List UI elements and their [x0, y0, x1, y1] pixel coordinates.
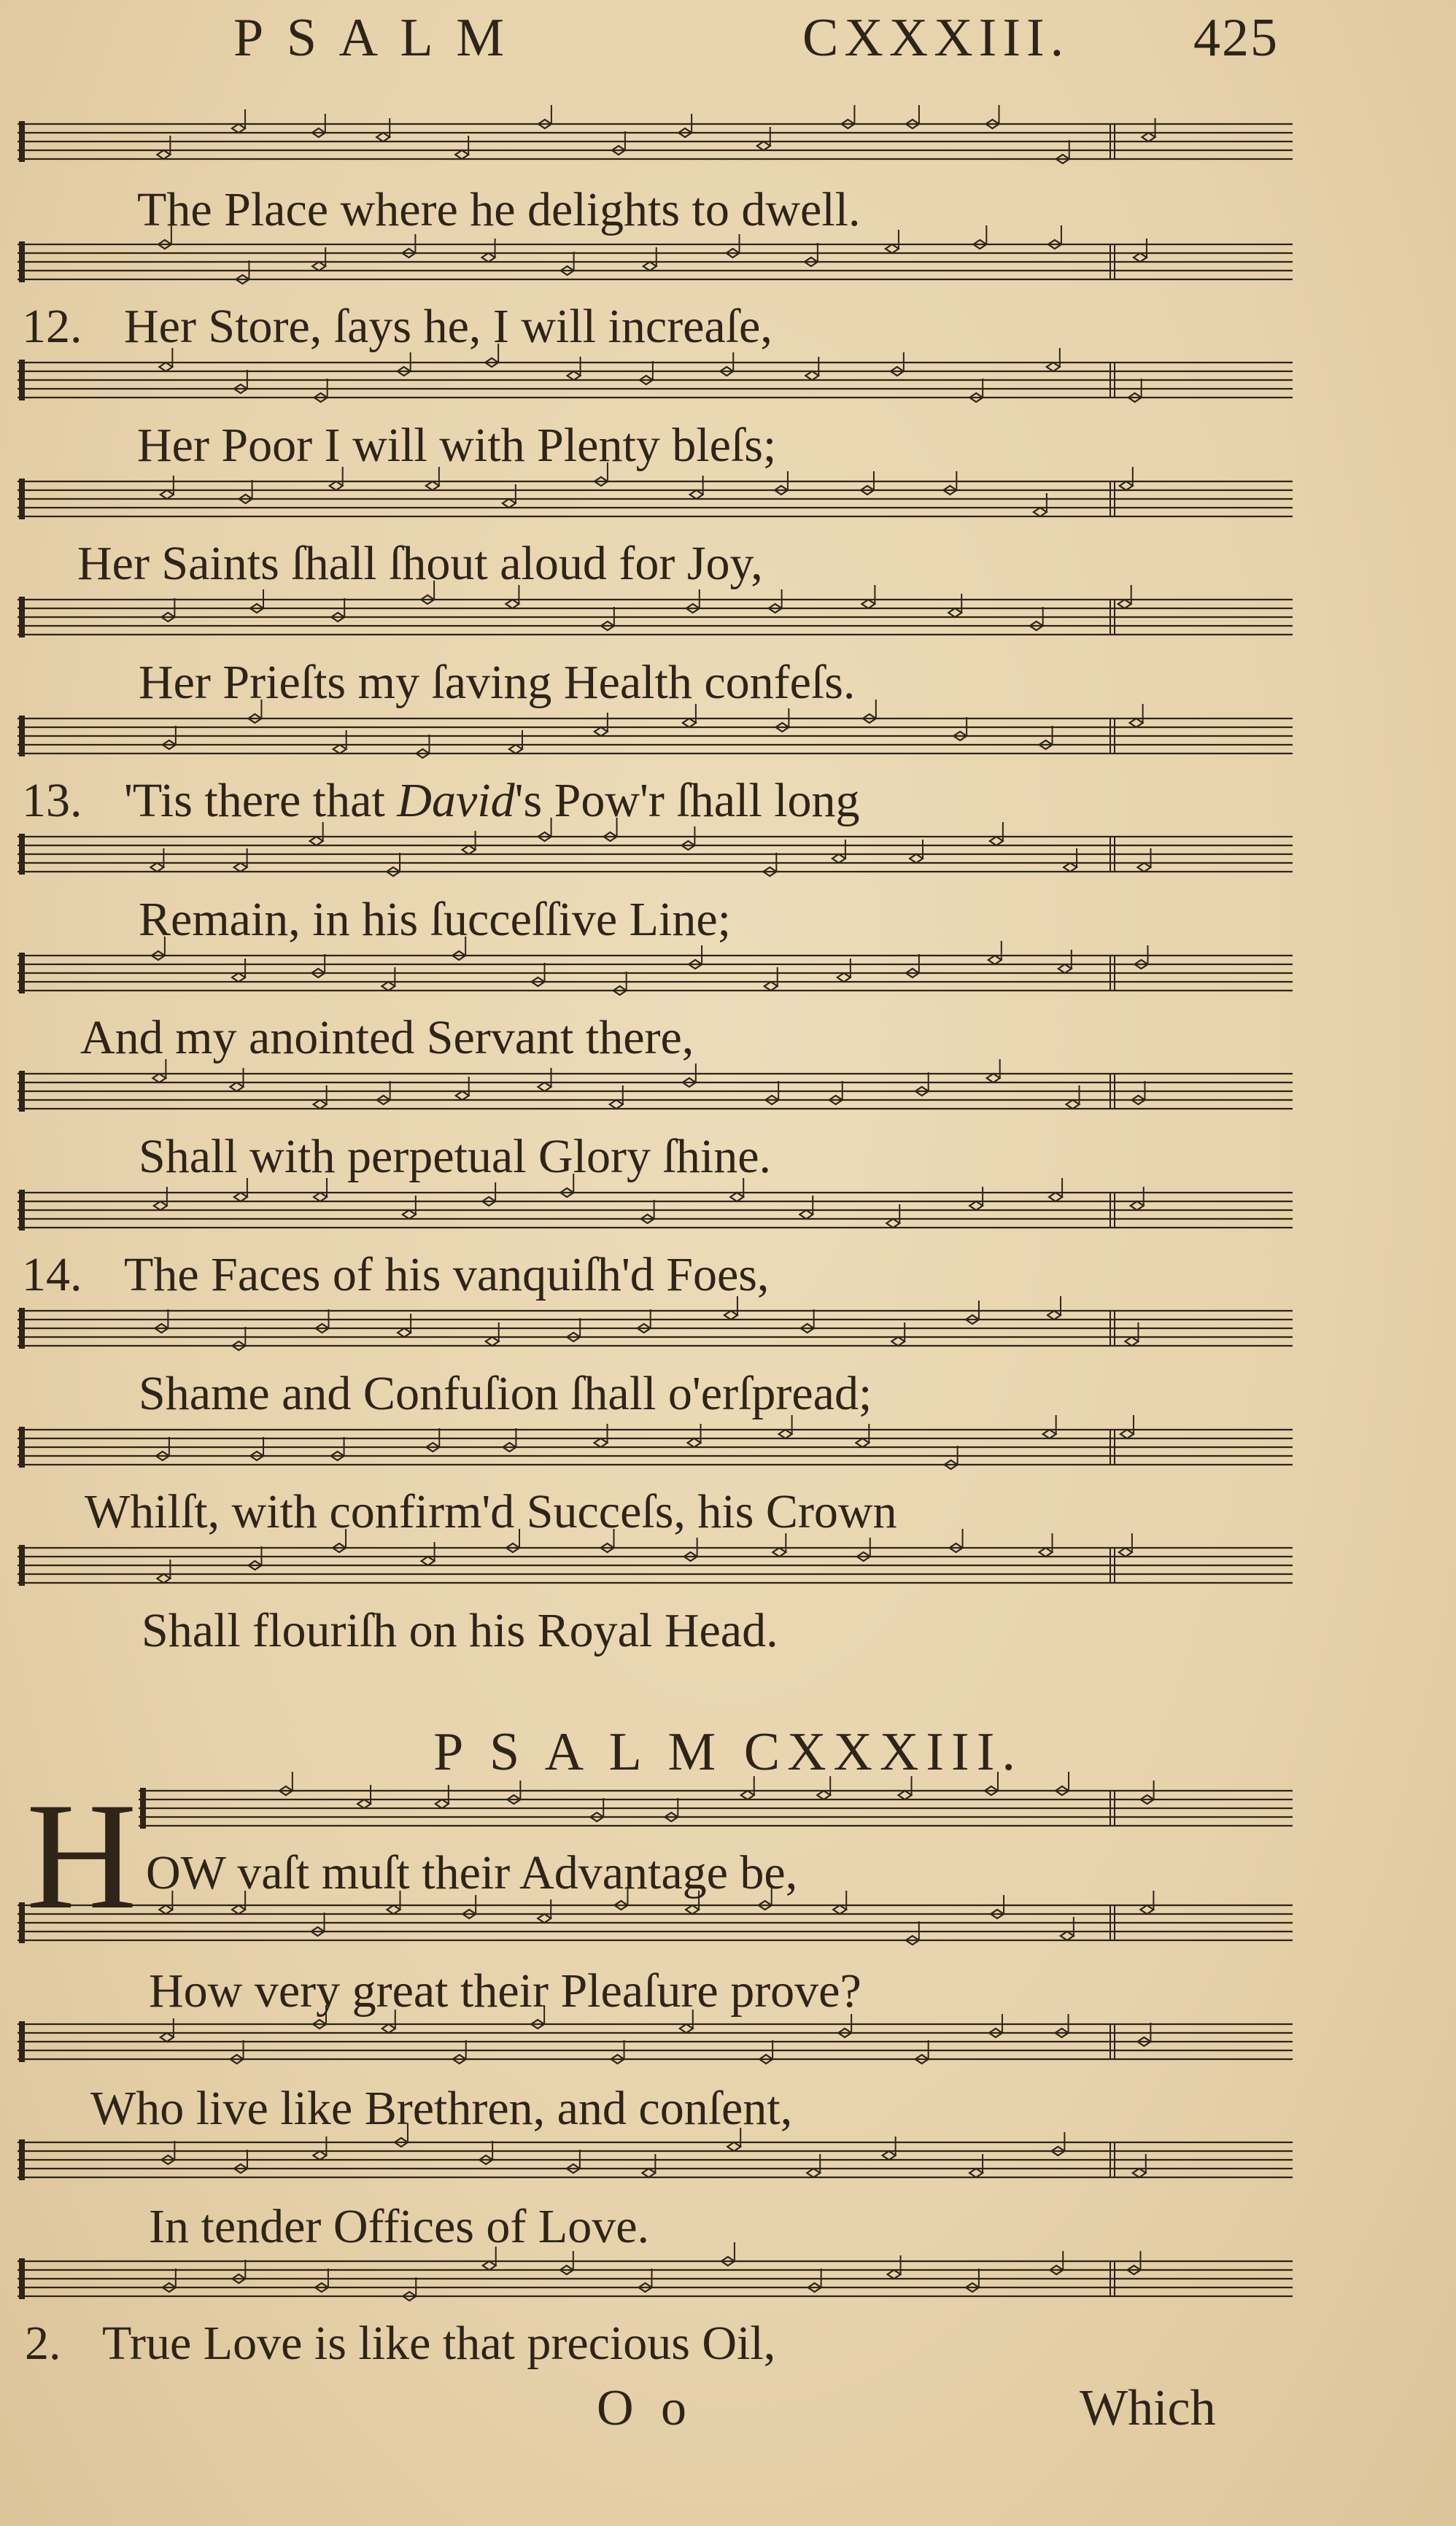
lyric-italic-name: David [397, 774, 515, 827]
note-head [883, 2151, 896, 2160]
lyric-text: Her Prieſts my ſaving Health confeſs. [139, 656, 856, 709]
note-head [1120, 1430, 1134, 1438]
note-head [486, 1337, 499, 1346]
note-head [969, 1201, 983, 1210]
note-head [1134, 253, 1147, 262]
music-staff [18, 1415, 1293, 1469]
page-number: 425 [1193, 8, 1279, 68]
verse-line [149, 2200, 650, 2253]
note-head [1034, 508, 1047, 516]
note-head [799, 1210, 813, 1219]
note-head [680, 2024, 693, 2033]
verse-line [139, 1367, 872, 1420]
note-head [231, 1082, 244, 1091]
verse-line [80, 1011, 694, 1064]
note-head [990, 837, 1003, 845]
lyric-text: Her Poor I will with Plenty bleſs; [137, 419, 777, 472]
verse-number: 2. [25, 2317, 61, 2370]
clef-mark [19, 360, 25, 400]
note-head [741, 1791, 754, 1799]
note-head [688, 1438, 701, 1447]
clef-mark [19, 1071, 25, 1112]
note-head [387, 1905, 400, 1914]
note-head [150, 863, 163, 872]
music-staff [18, 1059, 1293, 1112]
note-head [435, 1799, 449, 1808]
note-head [856, 1438, 869, 1447]
note-head [595, 727, 608, 736]
note-head [1137, 863, 1150, 872]
clef-mark [19, 716, 25, 756]
note-head [988, 956, 1002, 964]
verse-line [77, 537, 763, 590]
note-head [159, 1905, 172, 1914]
note-head [503, 499, 516, 508]
note-head [1049, 1193, 1062, 1201]
note-head [730, 1193, 743, 1201]
note-head [888, 2270, 901, 2279]
note-head [1131, 1201, 1144, 1210]
note-head [833, 1905, 846, 1914]
music-staff [18, 1296, 1293, 1350]
clef-mark [19, 953, 25, 993]
note-head [462, 845, 476, 854]
verse-line [149, 1964, 861, 2018]
note-head [1064, 863, 1077, 872]
verse-number: 14. [22, 1248, 82, 1301]
verse-line [90, 2082, 793, 2135]
clef-mark [19, 2258, 25, 2299]
note-head [1133, 2169, 1146, 2177]
note-head [157, 150, 170, 159]
music-staff [18, 105, 1293, 163]
verse-line [137, 419, 777, 472]
verse-line [139, 1130, 771, 1183]
note-head [817, 1791, 830, 1799]
note-head [312, 262, 325, 271]
verse-number: 12. [22, 300, 82, 353]
clef-mark [19, 834, 25, 875]
note-head [160, 490, 174, 499]
note-head [403, 1210, 416, 1219]
note-head [1043, 1430, 1056, 1438]
note-head [232, 973, 245, 982]
note-head [482, 253, 495, 262]
note-head [764, 982, 778, 991]
note-head [686, 1905, 699, 1914]
note-head [234, 1193, 247, 1201]
note-head [1061, 1932, 1074, 1940]
note-head [757, 142, 770, 150]
verse-line [137, 183, 861, 236]
clef-mark [19, 1427, 25, 1468]
clef-mark [19, 479, 25, 519]
note-head [314, 1193, 327, 1201]
running-head-psalm: P S A L M [233, 8, 511, 68]
lyric-text: 'Tis there that [124, 774, 398, 827]
section-title: P S A L M CXXXIII. [433, 1722, 1023, 1782]
verse-line [146, 1846, 798, 1899]
verse-line [139, 893, 731, 946]
lyric-text: The Place where he delights to dwell. [137, 183, 861, 236]
note-head [727, 2142, 740, 2151]
note-head [234, 863, 247, 872]
note-head [376, 133, 390, 142]
note-head [1039, 1548, 1052, 1557]
note-head [152, 1074, 166, 1082]
note-head [899, 1791, 912, 1799]
verse-line [22, 1248, 770, 1301]
note-head [422, 1557, 435, 1565]
note-head [538, 1914, 551, 1923]
note-head [310, 837, 323, 845]
clef-mark [19, 1190, 25, 1231]
clef-mark [19, 1902, 25, 1943]
note-head [837, 973, 851, 982]
note-head [861, 600, 875, 608]
clef-mark [19, 597, 25, 638]
verse-line [25, 2317, 776, 2370]
note-head [807, 2169, 820, 2177]
note-head [910, 854, 923, 863]
note-head [1142, 133, 1155, 142]
verse-line [139, 656, 856, 709]
note-head [1048, 1311, 1061, 1320]
clef-mark [19, 121, 25, 162]
clef-mark [19, 1308, 25, 1349]
verse-line [142, 1604, 778, 1657]
note-head [1130, 718, 1143, 727]
lyric-text: Shame and Confuſion ſhall o'erſpread; [139, 1367, 872, 1420]
verse-line [22, 774, 860, 827]
note-head [330, 481, 343, 490]
note-head [157, 1574, 170, 1583]
note-head [314, 1100, 327, 1109]
note-head [948, 608, 961, 617]
note-head [568, 371, 581, 380]
lyric-text: The Faces of his vanquiſh'd Foes, [124, 1248, 770, 1301]
lyric-text: 's Pow'r ſhall long [514, 774, 860, 827]
clef-mark [19, 241, 25, 282]
note-head [1118, 600, 1131, 608]
lyric-text: Whilſt, with confirm'd Succeſs, his Crown [85, 1485, 897, 1538]
lyric-text: Shall flouriſh on his Royal Head. [142, 1604, 778, 1657]
note-head [724, 1311, 737, 1320]
verse-line [22, 300, 772, 353]
note-head [772, 1548, 786, 1557]
lyric-text: How very great their Pleaſure prove? [149, 1964, 861, 2018]
clef-mark [19, 2139, 25, 2180]
note-head [538, 1082, 551, 1091]
note-head [398, 1328, 411, 1337]
note-head [426, 481, 439, 490]
note-head [642, 2169, 655, 2177]
clef-mark [19, 2021, 25, 2062]
note-head [506, 600, 519, 608]
lyric-text: Her Store, ſays he, I will increaſe, [124, 300, 772, 353]
note-head [1058, 964, 1072, 973]
lyric-text: OW vaſt muſt their Advantage be, [146, 1846, 798, 1899]
note-head [610, 1100, 623, 1109]
signature-mark: O o [597, 2380, 694, 2436]
note-head [987, 1074, 1000, 1082]
note-head [595, 1438, 608, 1447]
lyric-text: In tender Offices of Love. [149, 2200, 650, 2253]
note-head [643, 262, 657, 271]
note-head [690, 490, 703, 499]
note-head [805, 371, 818, 380]
note-head [1066, 1100, 1080, 1109]
note-head [483, 2261, 496, 2270]
drop-cap: H [26, 1772, 137, 1941]
lyric-text: Who live like Brethren, and conſent, [90, 2082, 793, 2135]
note-head [382, 2024, 395, 2033]
lyric-text: Shall with perpetual Glory ſhine. [139, 1130, 771, 1183]
catchword: Which [1080, 2380, 1216, 2436]
note-head [832, 854, 845, 863]
lyric-text: And my anointed Servant there, [80, 1011, 694, 1064]
note-head [1125, 1337, 1138, 1346]
note-head [154, 1201, 167, 1210]
clef-mark [19, 1545, 25, 1586]
note-head [1140, 1905, 1153, 1914]
note-head [886, 1219, 899, 1228]
note-head [159, 363, 172, 371]
note-head [509, 745, 522, 753]
note-head [333, 745, 346, 753]
note-head [357, 1799, 371, 1808]
note-head [456, 1091, 469, 1100]
note-head [1120, 481, 1133, 490]
note-head [313, 2151, 326, 2160]
note-head [455, 150, 468, 159]
verse-line [85, 1485, 897, 1538]
note-head [382, 982, 395, 991]
note-head [232, 1905, 245, 1914]
note-head [891, 1337, 905, 1346]
running-head-number: CXXXIII. [802, 8, 1070, 68]
lyric-text: Remain, in his ſucceſſive Line; [139, 893, 731, 946]
note-head [683, 718, 696, 727]
lyric-text: True Love is like that precious Oil, [102, 2317, 776, 2370]
lyric-text: Her Saints ſhall ſhout aloud for Joy, [77, 537, 763, 590]
verse-number: 13. [22, 774, 82, 827]
note-head [1119, 1548, 1132, 1557]
clef-mark [140, 1788, 146, 1829]
note-head [232, 124, 245, 133]
note-head [1047, 363, 1060, 371]
note-head [969, 2169, 983, 2177]
note-head [779, 1430, 792, 1438]
note-head [160, 2033, 174, 2042]
note-head [886, 244, 899, 253]
